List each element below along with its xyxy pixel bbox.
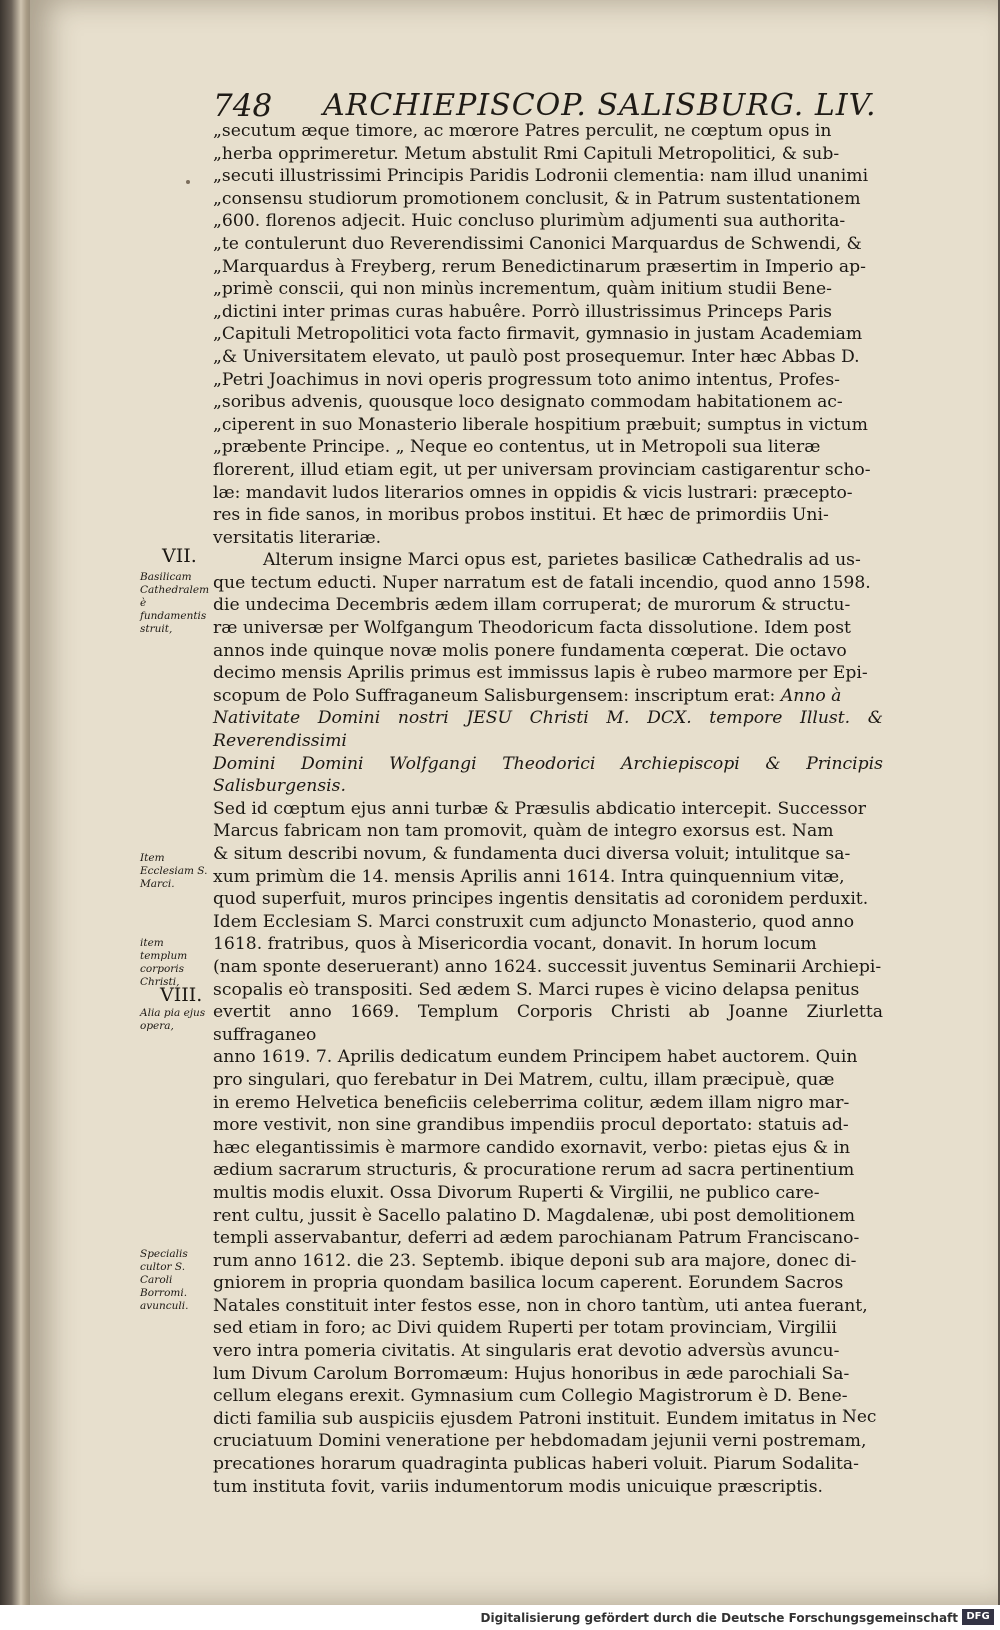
dfg-logo: DFG: [962, 1609, 994, 1625]
text-line: vero intra pomeria civitatis. At singularis erat devotio adversùs avuncu-: [213, 1341, 840, 1362]
text-line: rent cultu, jussit è Sacello palatino D. Magdalenæ, ubi post demolitionem: [213, 1205, 856, 1226]
text-line: [213, 685, 883, 708]
text-line: cellum elegans erexit. Gymnasium cum Collegio Magistrorum è D. Bene-: [213, 1386, 848, 1407]
text-line: quod superfuit, muros principes ingentis densitatis ad coronidem perduxit.: [213, 889, 869, 910]
text-line: gniorem in propria quondam basilica locum caperent. Eorundem Sacros: [213, 1273, 844, 1294]
margin-mark: [186, 180, 190, 184]
margin-section-viii: VIII.: [160, 984, 203, 1006]
text-line: ædium sacrarum structuris, & procuratione rerum ad sacra pertinentium: [213, 1160, 855, 1181]
margin-note-opera: Alia pia ejus opera,: [140, 1007, 206, 1032]
text-line: templi asservabantur, deferri ad ædem parochianam Patrum Franciscano-: [213, 1228, 860, 1249]
text-line: tum instituta fovit, variis indumentorum modis unicuique præscriptis.: [213, 1476, 823, 1497]
text-line: dicti familia sub auspiciis ejusdem Patroni instituit. Eundem imitatus in: [213, 1408, 837, 1429]
text-line: die undecima Decembris ædem illam corruperat; de murorum & structu-: [213, 595, 851, 616]
quoted-passage: [213, 120, 883, 549]
text-line: „te contulerunt duo Reverendissimi Canonici Marquardus de Schwendi, &: [213, 233, 862, 254]
text-line: evertit anno 1669. Templum Corporis Christi ab Joanne Ziurletta suffraganeo: [213, 1002, 883, 1045]
text-line: „herba opprimeretur. Metum abstulit Rmi Capituli Metropolitici, & sub-: [213, 143, 840, 164]
text-line: decimo mensis Aprilis primus est immissus lapis è rubeo marmore per Epi-: [213, 663, 868, 684]
text-line: „consensu studiorum promotionem conclusit, & in Patrum sustentationem: [213, 188, 861, 209]
text-line: sed etiam in foro; ac Divi quidem Ruperti per totam provinciam, Virgilii: [213, 1318, 837, 1339]
catchword: Nec: [842, 1407, 877, 1427]
text-line: „secuti illustrissimi Principis Paridis Lodronii clementia: nam illud unanimi: [213, 166, 869, 187]
text-line: & situm describi novum, & fundamenta duci diversa voluit; intulitque sa-: [213, 844, 851, 864]
text-line: (nam sponte deseruerant) anno 1624. successit juventus Seminarii Archiepi-: [213, 956, 882, 977]
margin-note-basilica: Basilicam Cathedralem è fundamentis struit,: [140, 571, 210, 635]
text-line: lum Divum Carolum Borromæum: Hujus honoribus in æde parochiali Sa-: [213, 1363, 850, 1384]
text-line: scopalis eò transpositi. Sed ædem S. Marci rupes è vicino delapsa penitus: [213, 979, 860, 1000]
inscription-text: Domini Domini Wolfgangi Theodorici Archiepiscopi & Principis Salisburgensis.: [213, 753, 883, 797]
text-line: „præbente Principe. „ Neque eo contentus, ut in Metropoli sua literæ: [213, 437, 821, 458]
text-line: pro singulari, quo ferebatur in Dei Matrem, cultu, illam præcipuè, quæ: [213, 1069, 835, 1090]
page-number: 748: [213, 88, 273, 124]
text-line: „Capituli Metropolitici vota facto firmavit, gymnasio in justam Academiam: [213, 324, 863, 345]
text-line: Marcus fabricam non tam promovit, quàm de integro exorsus est. Nam: [213, 821, 834, 842]
text-line: rum anno 1612. die 23. Septemb. ibique deponi sub ara majore, donec di-: [213, 1250, 857, 1271]
paragraph-basilica: [213, 549, 883, 1498]
margin-note-carolus: Specialis cultor S. Caroli Borromi. avunculi.: [140, 1248, 189, 1312]
text-line: multis modis eluxit. Ossa Divorum Ruperti & Virgilii, ne publico care-: [213, 1182, 820, 1203]
text-line: „& Universitatem elevato, ut paulò post prosequemur. Inter hæc Abbas D.: [213, 346, 860, 367]
body-text: [213, 120, 883, 1498]
text-line: Sed id cœptum ejus anni turbæ & Præsulis abdicatio intercepit. Successor: [213, 798, 866, 819]
text-line: scopum de Polo Suffraganeum Salisburgensem: inscriptum erat:: [213, 685, 776, 706]
text-line: in eremo Helvetica beneficiis celeberrima colitur, ædem illam nigro mar-: [213, 1092, 850, 1113]
text-line: cruciatuum Domini veneratione per hebdomadam jejunii verni postremam,: [213, 1431, 867, 1452]
text-line: „secutum æque timore, ac mœrore Patres perculit, ne cœptum opus in: [213, 121, 832, 141]
text-line: „primè conscii, qui non minùs incrementum, quàm initium studii Bene-: [213, 279, 832, 300]
text-line: versitatis literariæ.: [213, 527, 382, 548]
text-line: Natales constituit inter festos esse, non in choro tantùm, uti antea fuerant,: [213, 1295, 868, 1316]
text-line: „soribus advenis, quousque loco designato commodam habitationem ac-: [213, 392, 843, 413]
text-line: que tectum educti. Nuper narratum est de fatali incendio, quod anno 1598.: [213, 572, 871, 593]
text-line: florerent, illud etiam egit, ut per universam provinciam castigarentur scho-: [213, 459, 871, 480]
text-line: xum primùm die 14. mensis Aprilis anni 1614. Intra quinquennium vitæ,: [213, 866, 845, 887]
text-line: precationes horarum quadraginta publicas haberi voluit. Piarum Sodalita-: [213, 1454, 859, 1475]
text-line: res in fide sanos, in moribus probos institui. Et hæc de primordiis Uni-: [213, 505, 829, 526]
text-line: „Petri Joachimus in novi operis progressum toto animo intentus, Profes-: [213, 369, 840, 390]
text-line: hæc elegantissimis è marmore candido exornavit, verbo: pietas ejus & in: [213, 1137, 851, 1158]
text-line: „600. florenos adjecit. Huic concluso plurimùm adjumenti sua authorita-: [213, 211, 846, 232]
text-line: „ciperent in suo Monasterio liberale hospitium præbuit; sumptus in victum: [213, 414, 868, 435]
text-line: læ: mandavit ludos literarios omnes in oppidis & vicis lustrari: præcepto-: [213, 482, 853, 503]
digitization-credit: Digitalisierung gefördert durch die Deutsche Forschungsgemeinschaft: [480, 1611, 958, 1625]
text-line: „Marquardus à Freyberg, rerum Benedictinarum præsertim in Imperio ap-: [213, 256, 866, 277]
text-line: Idem Ecclesiam S. Marci construxit cum adjuncto Monasterio, quod anno: [213, 911, 855, 932]
inscription-text: Anno à: [780, 685, 842, 706]
margin-section-vii: VII.: [162, 545, 197, 567]
text-line: 1618. fratribus, quos à Misericordia vocant, donavit. In horum locum: [213, 934, 817, 955]
margin-note-ecclesia: Item Ecclesiam S. Marci.: [140, 852, 208, 890]
text-line: „dictini inter primas curas habuêre. Porrò illustrissimus Princeps Paris: [213, 301, 832, 322]
inscription-text: Nativitate Domini nostri JESU Christi M. DCX. tempore Illust. & Reverendissimi: [213, 708, 883, 752]
text-line: Alterum insigne Marci opus est, parietes basilicæ Cathedralis ad us-: [263, 550, 861, 571]
text-line: more vestivit, non sine grandibus impendiis procul deportato: statuis ad-: [213, 1115, 849, 1136]
running-title: ARCHIEPISCOP. SALISBURG. LIV.: [323, 88, 877, 123]
margin-note-templum: item templum corporis Christi,: [140, 937, 188, 988]
text-line: anno 1619. 7. Aprilis dedicatum eundem Principem habet auctorem. Quin: [213, 1047, 858, 1068]
text-line: ræ universæ per Wolfgangum Theodoricum facta dissolutione. Idem post: [213, 618, 851, 639]
text-line: annos inde quinque novæ molis ponere fundamenta cœperat. Die octavo: [213, 640, 847, 661]
